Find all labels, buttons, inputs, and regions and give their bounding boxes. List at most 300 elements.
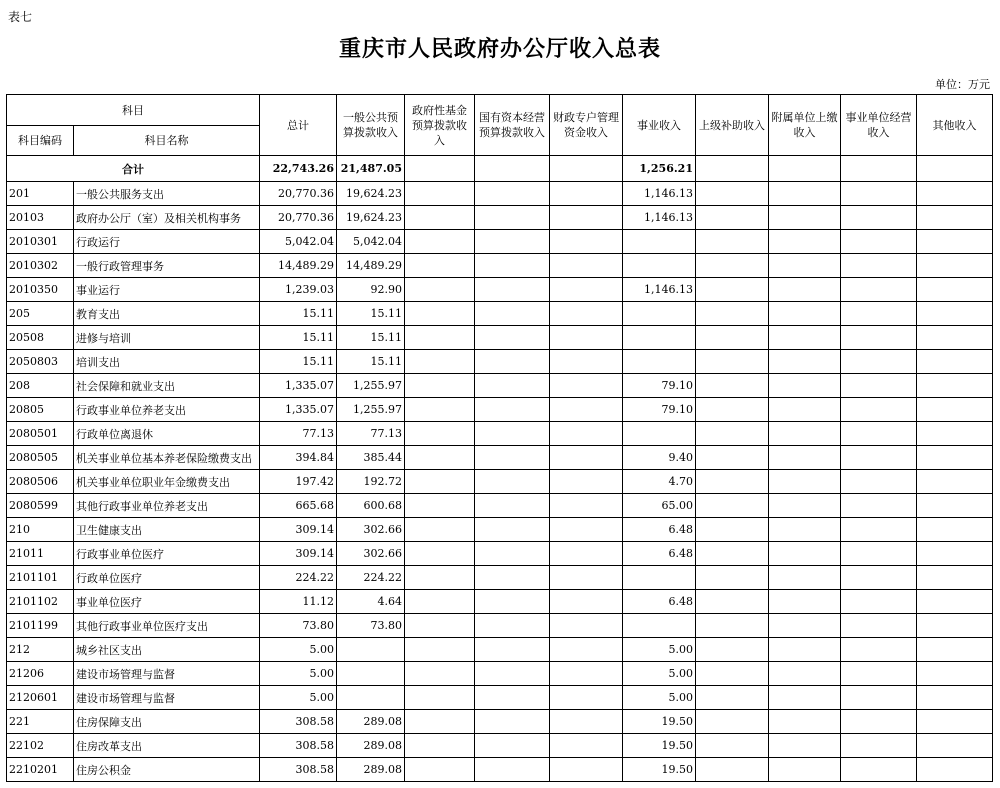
amount-cell: 6.48 xyxy=(623,542,696,566)
table-row xyxy=(7,398,993,422)
amount-cell xyxy=(405,494,475,518)
amount-cell xyxy=(841,326,917,350)
amount-cell: 5,042.04 xyxy=(260,230,337,254)
amount-cell xyxy=(550,446,623,470)
table-row xyxy=(7,710,993,734)
amount-cell xyxy=(475,518,550,542)
amount-cell xyxy=(841,422,917,446)
subject-name-header: 科目名称 xyxy=(74,126,260,156)
amount-cell: 289.08 xyxy=(337,710,405,734)
amount-cell xyxy=(405,686,475,710)
amount-cell xyxy=(405,590,475,614)
amount-cell xyxy=(917,734,993,758)
amount-cell xyxy=(475,278,550,302)
amount-cell xyxy=(405,374,475,398)
amount-cell xyxy=(405,470,475,494)
subject-name-cell: 其他行政事业单位养老支出 xyxy=(74,494,260,518)
amount-cell xyxy=(696,326,769,350)
amount-cell: 308.58 xyxy=(260,710,337,734)
amount-cell xyxy=(550,566,623,590)
column-header: 财政专户管理资金收入 xyxy=(550,95,623,156)
amount-cell xyxy=(841,542,917,566)
subject-name-cell: 住房公积金 xyxy=(74,758,260,782)
amount-cell xyxy=(841,686,917,710)
subject-name-cell: 一般行政管理事务 xyxy=(74,254,260,278)
amount-cell xyxy=(550,590,623,614)
amount-cell xyxy=(696,302,769,326)
amount-cell xyxy=(696,638,769,662)
amount-cell xyxy=(623,350,696,374)
subject-name-cell: 住房保障支出 xyxy=(74,710,260,734)
amount-cell: 14,489.29 xyxy=(337,254,405,278)
amount-cell xyxy=(475,590,550,614)
table-row xyxy=(7,206,993,230)
amount-cell xyxy=(550,278,623,302)
amount-cell xyxy=(769,662,841,686)
amount-cell xyxy=(550,422,623,446)
subject-code-cell: 2210201 xyxy=(7,758,74,782)
amount-cell xyxy=(550,350,623,374)
amount-cell xyxy=(405,638,475,662)
amount-cell xyxy=(475,662,550,686)
subject-code-cell: 20103 xyxy=(7,206,74,230)
amount-cell xyxy=(405,446,475,470)
amount-cell: 20,770.36 xyxy=(260,182,337,206)
amount-cell xyxy=(917,182,993,206)
amount-cell xyxy=(841,206,917,230)
table-row xyxy=(7,446,993,470)
subject-code-cell: 2080506 xyxy=(7,470,74,494)
subject-name-cell: 一般公共服务支出 xyxy=(74,182,260,206)
column-header: 上级补助收入 xyxy=(696,95,769,156)
amount-cell xyxy=(550,326,623,350)
amount-cell: 11.12 xyxy=(260,590,337,614)
amount-cell: 302.66 xyxy=(337,542,405,566)
column-header: 总计 xyxy=(260,95,337,156)
amount-cell: 289.08 xyxy=(337,734,405,758)
amount-cell xyxy=(550,470,623,494)
amount-cell xyxy=(550,254,623,278)
amount-cell xyxy=(475,302,550,326)
amount-cell: 385.44 xyxy=(337,446,405,470)
amount-cell xyxy=(405,566,475,590)
amount-cell xyxy=(769,302,841,326)
amount-cell xyxy=(696,494,769,518)
subject-header: 科目 xyxy=(7,95,260,126)
subject-code-cell: 221 xyxy=(7,710,74,734)
amount-cell xyxy=(841,398,917,422)
amount-cell xyxy=(841,494,917,518)
total-label: 合计 xyxy=(7,156,260,182)
amount-cell xyxy=(917,518,993,542)
subject-name-cell: 进修与培训 xyxy=(74,326,260,350)
amount-cell: 14,489.29 xyxy=(260,254,337,278)
amount-cell xyxy=(475,494,550,518)
amount-cell xyxy=(696,758,769,782)
amount-cell xyxy=(917,638,993,662)
column-header: 政府性基金预算拨款收入 xyxy=(405,95,475,156)
amount-cell xyxy=(769,590,841,614)
total-cell xyxy=(841,156,917,182)
amount-cell xyxy=(917,350,993,374)
table-row xyxy=(7,542,993,566)
amount-cell xyxy=(475,566,550,590)
amount-cell xyxy=(405,182,475,206)
amount-cell xyxy=(405,254,475,278)
amount-cell xyxy=(405,614,475,638)
amount-cell xyxy=(917,614,993,638)
amount-cell: 73.80 xyxy=(337,614,405,638)
subject-code-cell: 21011 xyxy=(7,542,74,566)
amount-cell xyxy=(696,590,769,614)
amount-cell xyxy=(623,254,696,278)
amount-cell: 15.11 xyxy=(337,302,405,326)
subject-code-cell: 2010301 xyxy=(7,230,74,254)
subject-code-cell: 20805 xyxy=(7,398,74,422)
amount-cell xyxy=(696,542,769,566)
amount-cell xyxy=(841,470,917,494)
amount-cell xyxy=(769,518,841,542)
amount-cell: 9.40 xyxy=(623,446,696,470)
amount-cell xyxy=(475,350,550,374)
table-row xyxy=(7,518,993,542)
amount-cell xyxy=(550,518,623,542)
amount-cell xyxy=(917,494,993,518)
amount-cell xyxy=(917,590,993,614)
amount-cell: 4.70 xyxy=(623,470,696,494)
amount-cell xyxy=(475,470,550,494)
amount-cell xyxy=(841,254,917,278)
amount-cell: 289.08 xyxy=(337,758,405,782)
amount-cell xyxy=(550,686,623,710)
amount-cell: 19,624.23 xyxy=(337,206,405,230)
amount-cell xyxy=(841,590,917,614)
amount-cell: 20,770.36 xyxy=(260,206,337,230)
amount-cell xyxy=(405,326,475,350)
amount-cell: 77.13 xyxy=(260,422,337,446)
amount-cell xyxy=(405,734,475,758)
amount-cell xyxy=(769,182,841,206)
table-row xyxy=(7,350,993,374)
table-row xyxy=(7,638,993,662)
table-row xyxy=(7,566,993,590)
amount-cell: 5.00 xyxy=(260,686,337,710)
amount-cell xyxy=(917,542,993,566)
amount-cell xyxy=(769,710,841,734)
amount-cell xyxy=(550,542,623,566)
subject-name-cell: 机关事业单位基本养老保险缴费支出 xyxy=(74,446,260,470)
amount-cell xyxy=(475,758,550,782)
amount-cell: 308.58 xyxy=(260,758,337,782)
amount-cell xyxy=(550,614,623,638)
column-header: 其他收入 xyxy=(917,95,993,156)
amount-cell xyxy=(769,206,841,230)
amount-cell: 1,335.07 xyxy=(260,374,337,398)
amount-cell xyxy=(917,254,993,278)
amount-cell xyxy=(337,662,405,686)
total-cell xyxy=(405,156,475,182)
subject-name-cell: 城乡社区支出 xyxy=(74,638,260,662)
table-row xyxy=(7,590,993,614)
amount-cell xyxy=(696,206,769,230)
amount-cell xyxy=(475,542,550,566)
total-cell: 1,256.21 xyxy=(623,156,696,182)
subject-code-cell: 210 xyxy=(7,518,74,542)
table-row xyxy=(7,278,993,302)
subject-name-cell: 建设市场管理与监督 xyxy=(74,686,260,710)
table-row xyxy=(7,758,993,782)
subject-code-cell: 208 xyxy=(7,374,74,398)
amount-cell xyxy=(550,374,623,398)
amount-cell: 394.84 xyxy=(260,446,337,470)
amount-cell: 15.11 xyxy=(260,302,337,326)
amount-cell xyxy=(696,566,769,590)
amount-cell xyxy=(769,254,841,278)
table-number: 表七 xyxy=(8,10,33,24)
amount-cell: 19.50 xyxy=(623,710,696,734)
amount-cell: 5,042.04 xyxy=(337,230,405,254)
amount-cell: 1,239.03 xyxy=(260,278,337,302)
amount-cell xyxy=(769,566,841,590)
amount-cell xyxy=(475,230,550,254)
amount-cell xyxy=(841,230,917,254)
column-header: 事业单位经营收入 xyxy=(841,95,917,156)
amount-cell xyxy=(337,638,405,662)
subject-code-cell: 2010302 xyxy=(7,254,74,278)
amount-cell xyxy=(769,446,841,470)
amount-cell xyxy=(917,398,993,422)
amount-cell xyxy=(841,350,917,374)
amount-cell xyxy=(841,302,917,326)
total-row xyxy=(7,156,993,182)
amount-cell: 15.11 xyxy=(337,326,405,350)
amount-cell xyxy=(550,758,623,782)
amount-cell xyxy=(769,350,841,374)
amount-cell: 1,146.13 xyxy=(623,182,696,206)
amount-cell xyxy=(769,398,841,422)
amount-cell xyxy=(696,374,769,398)
subject-code-cell: 2080599 xyxy=(7,494,74,518)
amount-cell xyxy=(696,182,769,206)
subject-name-cell: 事业运行 xyxy=(74,278,260,302)
table-row xyxy=(7,614,993,638)
amount-cell xyxy=(841,566,917,590)
subject-code-cell: 22102 xyxy=(7,734,74,758)
amount-cell xyxy=(917,446,993,470)
amount-cell xyxy=(696,734,769,758)
amount-cell xyxy=(405,758,475,782)
amount-cell xyxy=(769,470,841,494)
subject-code-cell: 205 xyxy=(7,302,74,326)
amount-cell xyxy=(769,686,841,710)
subject-code-cell: 2080501 xyxy=(7,422,74,446)
amount-cell xyxy=(696,662,769,686)
amount-cell xyxy=(550,710,623,734)
amount-cell xyxy=(841,638,917,662)
table-row xyxy=(7,494,993,518)
amount-cell: 19,624.23 xyxy=(337,182,405,206)
subject-name-cell: 行政单位离退休 xyxy=(74,422,260,446)
amount-cell: 65.00 xyxy=(623,494,696,518)
amount-cell: 1,255.97 xyxy=(337,374,405,398)
amount-cell: 302.66 xyxy=(337,518,405,542)
amount-cell xyxy=(475,614,550,638)
amount-cell xyxy=(623,566,696,590)
subject-name-cell: 行政单位医疗 xyxy=(74,566,260,590)
total-cell xyxy=(917,156,993,182)
amount-cell xyxy=(405,278,475,302)
amount-cell xyxy=(769,422,841,446)
amount-cell: 308.58 xyxy=(260,734,337,758)
amount-cell: 15.11 xyxy=(337,350,405,374)
total-cell xyxy=(475,156,550,182)
subject-name-cell: 事业单位医疗 xyxy=(74,590,260,614)
amount-cell xyxy=(405,422,475,446)
subject-code-cell: 21206 xyxy=(7,662,74,686)
subject-code-cell: 2120601 xyxy=(7,686,74,710)
amount-cell xyxy=(405,710,475,734)
amount-cell: 600.68 xyxy=(337,494,405,518)
amount-cell xyxy=(405,206,475,230)
subject-code-cell: 212 xyxy=(7,638,74,662)
amount-cell xyxy=(475,182,550,206)
amount-cell: 309.14 xyxy=(260,518,337,542)
amount-cell xyxy=(769,326,841,350)
table-row xyxy=(7,662,993,686)
amount-cell: 1,146.13 xyxy=(623,278,696,302)
amount-cell: 5.00 xyxy=(623,662,696,686)
amount-cell xyxy=(550,182,623,206)
amount-cell xyxy=(405,302,475,326)
amount-cell xyxy=(841,374,917,398)
amount-cell xyxy=(769,494,841,518)
amount-cell xyxy=(696,446,769,470)
amount-cell xyxy=(696,470,769,494)
amount-cell xyxy=(696,614,769,638)
amount-cell xyxy=(917,206,993,230)
table-row xyxy=(7,422,993,446)
amount-cell xyxy=(623,230,696,254)
amount-cell xyxy=(917,470,993,494)
amount-cell xyxy=(769,542,841,566)
total-cell: 22,743.26 xyxy=(260,156,337,182)
subject-name-cell: 建设市场管理与监督 xyxy=(74,662,260,686)
amount-cell xyxy=(696,518,769,542)
subject-code-cell: 2010350 xyxy=(7,278,74,302)
amount-cell: 15.11 xyxy=(260,350,337,374)
amount-cell xyxy=(841,182,917,206)
amount-cell xyxy=(917,710,993,734)
amount-cell xyxy=(769,278,841,302)
amount-cell xyxy=(917,758,993,782)
amount-cell: 309.14 xyxy=(260,542,337,566)
amount-cell: 1,255.97 xyxy=(337,398,405,422)
amount-cell: 15.11 xyxy=(260,326,337,350)
column-header: 事业收入 xyxy=(623,95,696,156)
amount-cell xyxy=(623,422,696,446)
amount-cell xyxy=(917,278,993,302)
subject-name-cell: 住房改革支出 xyxy=(74,734,260,758)
amount-cell xyxy=(696,350,769,374)
amount-cell xyxy=(841,518,917,542)
amount-cell xyxy=(841,758,917,782)
amount-cell xyxy=(475,398,550,422)
amount-cell xyxy=(769,230,841,254)
amount-cell xyxy=(917,686,993,710)
amount-cell xyxy=(696,278,769,302)
subject-name-cell: 其他行政事业单位医疗支出 xyxy=(74,614,260,638)
amount-cell xyxy=(841,734,917,758)
subject-code-cell: 201 xyxy=(7,182,74,206)
subject-name-cell: 行政事业单位医疗 xyxy=(74,542,260,566)
amount-cell: 224.22 xyxy=(260,566,337,590)
subject-code-cell: 2050803 xyxy=(7,350,74,374)
amount-cell xyxy=(623,302,696,326)
amount-cell xyxy=(841,710,917,734)
amount-cell xyxy=(769,758,841,782)
subject-code-cell: 2101101 xyxy=(7,566,74,590)
subject-name-cell: 机关事业单位职业年金缴费支出 xyxy=(74,470,260,494)
amount-cell: 79.10 xyxy=(623,398,696,422)
amount-cell xyxy=(696,686,769,710)
amount-cell xyxy=(475,638,550,662)
total-cell xyxy=(696,156,769,182)
amount-cell: 1,335.07 xyxy=(260,398,337,422)
subject-name-cell: 社会保障和就业支出 xyxy=(74,374,260,398)
amount-cell xyxy=(550,662,623,686)
amount-cell: 5.00 xyxy=(623,638,696,662)
subject-name-cell: 行政运行 xyxy=(74,230,260,254)
amount-cell xyxy=(841,278,917,302)
amount-cell: 1,146.13 xyxy=(623,206,696,230)
table-row xyxy=(7,686,993,710)
subject-code-cell: 20508 xyxy=(7,326,74,350)
amount-cell: 19.50 xyxy=(623,734,696,758)
amount-cell xyxy=(917,662,993,686)
amount-cell: 77.13 xyxy=(337,422,405,446)
amount-cell xyxy=(405,230,475,254)
table-row xyxy=(7,326,993,350)
total-cell: 21,487.05 xyxy=(337,156,405,182)
amount-cell xyxy=(841,614,917,638)
amount-cell xyxy=(917,326,993,350)
amount-cell xyxy=(550,638,623,662)
amount-cell: 73.80 xyxy=(260,614,337,638)
column-header: 附属单位上缴收入 xyxy=(769,95,841,156)
amount-cell xyxy=(550,494,623,518)
subject-code-cell: 2101199 xyxy=(7,614,74,638)
amount-cell: 197.42 xyxy=(260,470,337,494)
subject-code-header: 科目编码 xyxy=(7,126,74,156)
amount-cell xyxy=(475,734,550,758)
amount-cell xyxy=(696,398,769,422)
subject-code-cell: 2080505 xyxy=(7,446,74,470)
amount-cell: 192.72 xyxy=(337,470,405,494)
table-row xyxy=(7,182,993,206)
amount-cell xyxy=(917,302,993,326)
amount-cell xyxy=(405,662,475,686)
amount-cell: 4.64 xyxy=(337,590,405,614)
total-cell xyxy=(550,156,623,182)
amount-cell xyxy=(475,374,550,398)
amount-cell xyxy=(696,230,769,254)
amount-cell xyxy=(623,326,696,350)
subject-name-cell: 教育支出 xyxy=(74,302,260,326)
amount-cell xyxy=(769,374,841,398)
page-title: 重庆市人民政府办公厅收入总表 xyxy=(338,36,661,62)
amount-cell xyxy=(550,230,623,254)
table-row xyxy=(7,230,993,254)
